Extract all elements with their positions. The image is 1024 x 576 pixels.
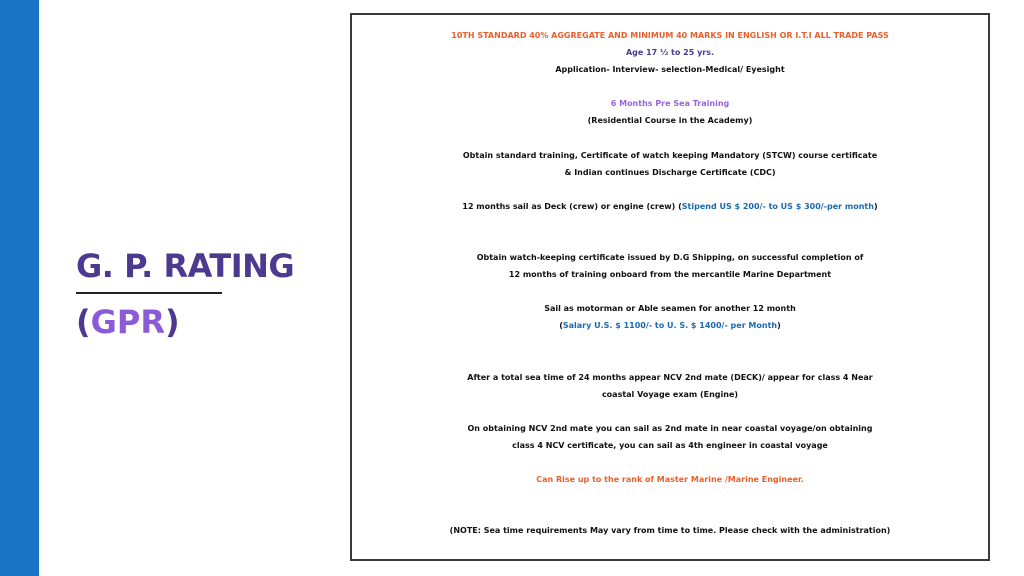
ncv-exam-line2: coastal Voyage exam (Engine) xyxy=(601,390,739,399)
left-accent-bar xyxy=(0,0,39,576)
sail-crew-text xyxy=(352,202,988,211)
certificate-text-line2: & Indian continues Discharge Certificate (CDC) xyxy=(564,168,776,177)
certificate-text-line1: Obtain standard training, Certificate of watch keeping Mandatory (STCW) course certificate xyxy=(462,151,878,160)
page-subtitle xyxy=(76,300,294,344)
salary-value: Salary U.S. $ 1100/- to U. S. $ 1400/- per Month xyxy=(562,321,778,330)
process-text: Application- Interview- selection-Medical/ Eyesight xyxy=(555,65,785,74)
sail-crew-prefix: 12 months sail as Deck (crew) or engine (crew) ( xyxy=(462,202,682,211)
salary-text xyxy=(352,321,988,330)
rise-text: Can Rise up to the rank of Master Marine /Marine Engineer. xyxy=(536,475,804,484)
salary-paren-open: ( xyxy=(559,321,563,330)
note-text: (NOTE: Sea time requirements May vary from time to time. Please check with the administration) xyxy=(449,526,891,535)
ncv-obtain-line2: class 4 NCV certificate, you can sail as 4th engineer in coastal voyage xyxy=(512,441,828,450)
training-title: 6 Months Pre Sea Training xyxy=(610,99,730,108)
career-path-box xyxy=(350,13,990,561)
motorman-text: Sail as motorman or Able seamen for another 12 month xyxy=(544,304,796,313)
ncv-exam-line1: After a total sea time of 24 months appear NCV 2nd mate (DECK)/ appear for class 4 Near xyxy=(467,373,873,382)
watch-certificate-line1: Obtain watch-keeping certificate issued by D.G Shipping, on successful completion of xyxy=(476,253,864,262)
training-description: (Residential Course in the Academy) xyxy=(587,116,753,125)
age-text: Age 17 ½ to 25 yrs. xyxy=(625,48,715,57)
salary-paren-close: ) xyxy=(777,321,781,330)
ncv-obtain-line1: On obtaining NCV 2nd mate you can sail as 2nd mate in near coastal voyage/on obtaining xyxy=(467,424,873,433)
eligibility-text: 10TH STANDARD 40% AGGREGATE AND MINIMUM 40 MARKS IN ENGLISH OR I.T.I ALL TRADE PASS xyxy=(451,31,889,40)
title-underline xyxy=(76,292,222,294)
title-block xyxy=(76,244,294,344)
subtitle-paren-open: ( xyxy=(76,303,91,341)
subtitle-paren-close: ) xyxy=(164,303,180,341)
sail-crew-suffix: ) xyxy=(873,202,878,211)
page-title: G. P. RATING xyxy=(76,247,295,285)
subtitle-abbreviation: GPR xyxy=(90,303,165,341)
stipend-text: Stipend US $ 200/- to US $ 300/-per month xyxy=(681,202,874,211)
watch-certificate-line2: 12 months of training onboard from the mercantile Marine Department xyxy=(508,270,832,279)
